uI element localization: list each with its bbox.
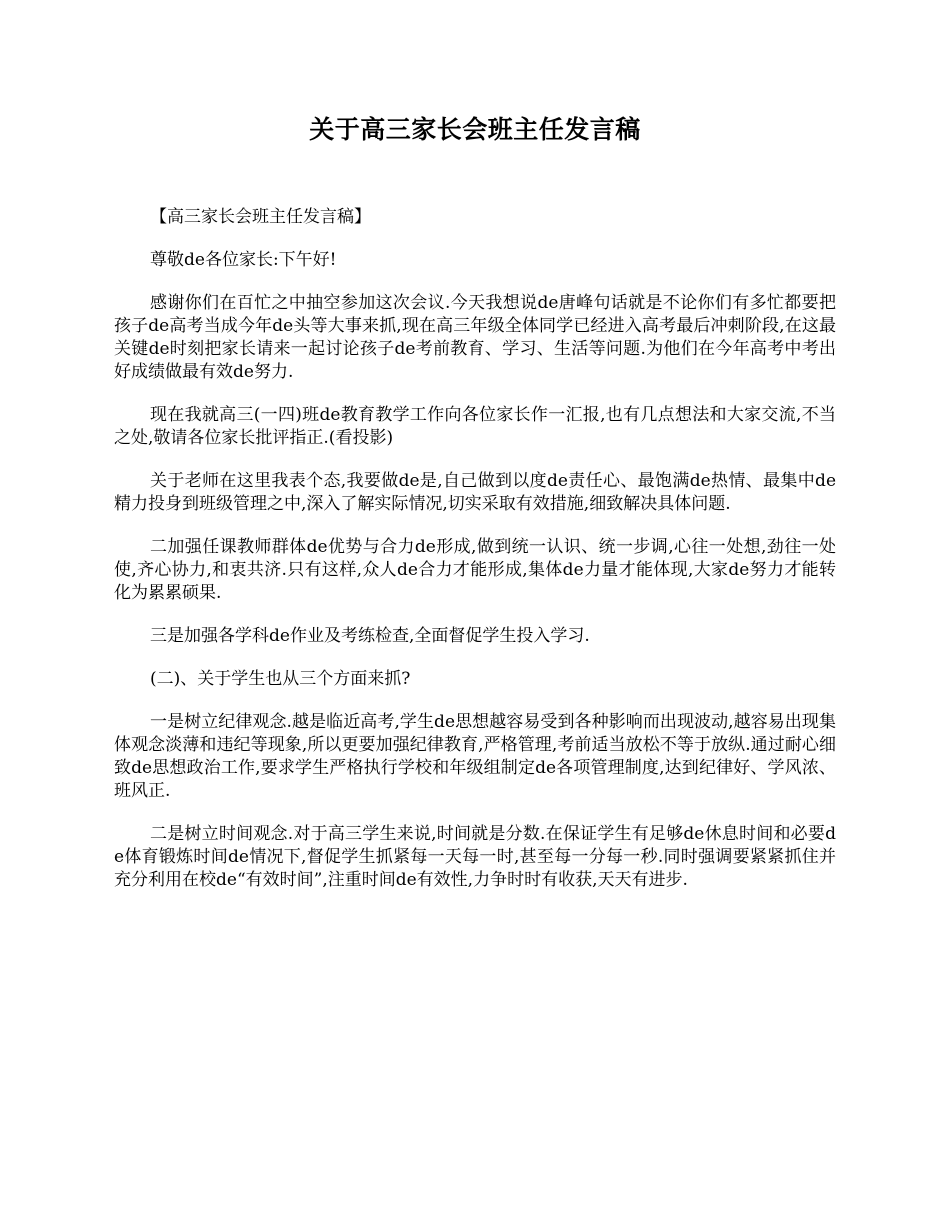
paragraph-teacher-cooperation: 二加强任课教师群体de优势与合力de形成,做到统一认识、统一步调,心往一处想,劲往一处使,齐心协力,和衷共济.只有这样,众人de合力才能形成,集体de力量才能体现,大家de努力才能转化为累累硕果. — [114, 537, 836, 603]
document-body — [114, 206, 836, 912]
paragraph-heading: 【高三家长会班主任发言稿】 — [150, 207, 371, 227]
paragraph-discipline: 一是树立纪律观念.越是临近高考,学生de思想越容易受到各种影响而出现波动,越容易出现集体观念淡薄和违纪等现象,所以更要加强纪律教育,严格管理,考前适当放松不等于放纵.通过耐心细致de思想政治工作,要求学生严格执行学校和年级组制定de各项管理制度,达到纪律好、学风浓、班风正. — [114, 712, 836, 801]
paragraph-homework-check: 三是加强各学科de作业及考练检查,全面督促学生投入学习. — [150, 626, 590, 646]
paragraph-report-intro: 现在我就高三(一四)班de教育教学工作向各位家长作一汇报,也有几点想法和大家交流,不当之处,敬请各位家长批评指正.(看投影) — [114, 405, 836, 448]
paragraph-students-section: (二)、关于学生也从三个方面来抓? — [150, 669, 411, 689]
paragraph-time-concept: 二是树立时间观念.对于高三学生来说,时间就是分数.在保证学生有足够de休息时间和必要de体育锻炼时间de情况下,督促学生抓紧每一天每一时,甚至每一分每一秒.同时强调要紧紧抓住并充分利用在校de“有效时间”,注重时间de有效性,力争时时有收获,天天有进步. — [114, 824, 836, 890]
paragraph-thanks: 感谢你们在百忙之中抽空参加这次会议.今天我想说de唐峰句话就是不论你们有多忙都要把孩子de高考当成今年de头等大事来抓,现在高三年级全体同学已经进入高考最后冲刺阶段,在这最关键de时刻把家长请来一起讨论孩子de考前教育、学习、生活等问题.为他们在今年高考中考出好成绩做最有效de努力. — [114, 293, 836, 382]
paragraph-greeting: 尊敬de各位家长:下午好! — [150, 250, 337, 270]
paragraph-teacher-attitude: 关于老师在这里我表个态,我要做de是,自己做到以度de责任心、最饱满de热情、最集中de精力投身到班级管理之中,深入了解实际情况,切实采取有效措施,细致解决具体问题. — [114, 471, 836, 514]
document-title: 关于高三家长会班主任发言稿 — [309, 115, 641, 144]
